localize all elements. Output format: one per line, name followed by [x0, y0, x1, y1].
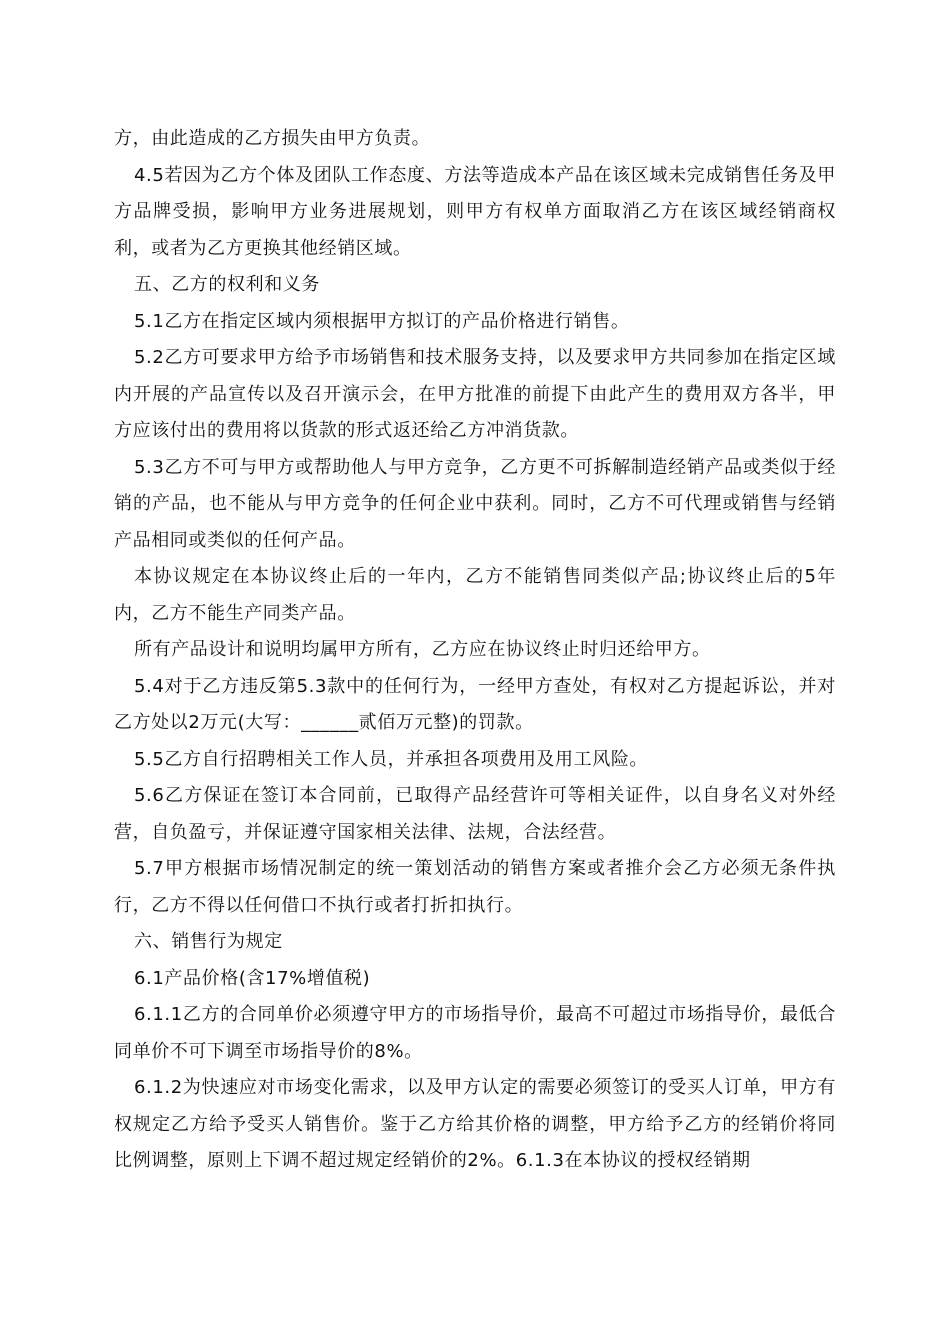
paragraph-clause-5-3: 5.3乙方不可与甲方或帮助他人与甲方竞争，乙方更不可拆解制造经销产品或类似于经销的产品，也不能从与甲方竞争的任何企业中获利。同时，乙方不可代理或销售与经销产品相同或类似的任何产品。	[114, 456, 836, 551]
paragraph-clause-5-2: 5.2乙方可要求甲方给予市场销售和技术服务支持，以及要求甲方共同参加在指定区域内开展的产品宣传以及召开演示会，在甲方批准的前提下由此产生的费用双方各半，甲方应该付出的费用将以货款的形式返还给乙方冲消货款。	[114, 347, 836, 441]
paragraph-clause-6-1-1: 6.1.1乙方的合同单价必须遵守甲方的市场指导价，最高不可超过市场指导价，最低合同单价不可下调至市场指导价的8%。	[114, 1004, 836, 1062]
section-heading-5: 五、乙方的权利和义务	[134, 274, 320, 295]
section-heading-6: 六、销售行为规定	[134, 931, 283, 952]
paragraph-clause-5-5: 5.5乙方自行招聘相关工作人员，并承担各项费用及用工风险。	[134, 748, 649, 770]
paragraph-clause-6-1: 6.1产品价格(含17%增值税)	[134, 967, 371, 989]
paragraph-clause-5-6: 5.6乙方保证在签订本合同前，已取得产品经营许可等相关证件，以自身名义对外经营，自负盈亏，并保证遵守国家相关法律、法规，合法经营。	[114, 785, 836, 843]
paragraph-clause-5-4: 5.4对于乙方违反第5.3款中的任何行为，一经甲方查处，有权对乙方提起诉讼，并对乙方处以2万元(大写：______贰佰万元整)的罚款。	[114, 675, 836, 733]
paragraph-clause-4-5: 4.5若因为乙方个体及团队工作态度、方法等造成本产品在该区域未完成销售任务及甲方品牌受损，影响甲方业务进展规划，则甲方有权单方面取消乙方在该区域经销商权利，或者为乙方更换其他经销区域。	[114, 164, 836, 259]
paragraph-clause-5-3-design: 所有产品设计和说明均属甲方所有，乙方应在协议终止时归还给甲方。	[134, 639, 711, 660]
paragraph-clause-5-1: 5.1乙方在指定区域内须根据甲方拟订的产品价格进行销售。	[134, 310, 630, 332]
paragraph-clause-6-1-2: 6.1.2为快速应对市场变化需求，以及甲方认定的需要必须签订的受买人订单，甲方有权规定乙方给予受买人销售价。鉴于乙方给其价格的调整，甲方给予乙方的经销价将同比例调整，原则上下调不超过规定经销价的2%。6.1.3在本协议的授权经销期	[114, 1077, 836, 1171]
paragraph-continuation: 方，由此造成的乙方损失由甲方负责。	[114, 128, 431, 149]
paragraph-clause-5-7: 5.7甲方根据市场情况制定的统一策划活动的销售方案或者推介会乙方必须无条件执行，乙方不得以任何借口不执行或者打折扣执行。	[114, 858, 836, 916]
paragraph-clause-5-3-term: 本协议规定在本协议终止后的一年内，乙方不能销售同类似产品;协议终止后的5年内，乙方不能生产同类产品。	[114, 566, 836, 624]
